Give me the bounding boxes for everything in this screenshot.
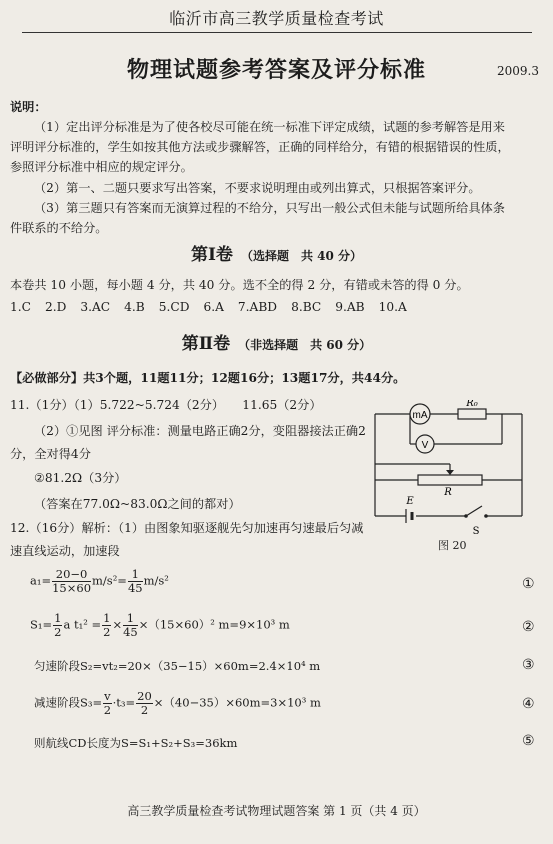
answer-item: 9.AB — [335, 300, 365, 314]
answer-item: 3.AC — [80, 300, 111, 314]
figure-caption: 图 20 — [438, 539, 467, 552]
answer-item: 1.C — [10, 300, 31, 314]
part-2-heading — [0, 329, 553, 354]
part-1-heading — [0, 240, 553, 265]
note-1-line-1: （1）定出评分标准是为了使各校尽可能在统一标准下评定成绩，试题的参考解答是用来 — [34, 120, 505, 134]
note-2: （2）第一、二题只要求写出答案，不要求说明理由或列出算式，只根据答案评分。 — [34, 181, 481, 195]
note-3-line-2: 件联系的不给分。 — [10, 221, 108, 235]
part-1-title: 第Ⅰ卷 — [190, 245, 233, 265]
switch-pivot — [464, 514, 468, 518]
equation-4: 减速阶段S₃= $\frac{v}{2}$ ·t₃= $\frac{20}{2}$ ×（40−35）×60m=3×10³ m — [34, 689, 321, 717]
equation-1: a₁= $\frac{20-0}{15\times 60}$ m/s²= $\frac{1}{45}$ m/s² — [30, 567, 169, 595]
page-footer: 高三教学质量检查考试物理试题答案 第 1 页（共 4 页） — [127, 804, 426, 818]
q12-line-1: 12.（16分）解析：（1）由图象知驱逐舰先匀加速再匀速最后匀减 — [10, 521, 364, 535]
answer-item: 7.ABD — [237, 300, 278, 314]
answer-item: 10.A — [378, 300, 407, 314]
document-date: 2009.3 — [497, 64, 539, 78]
equation-5-number: ⑤ — [522, 733, 535, 749]
equation-5: 则航线CD长度为S=S₁+S₂+S₃=36km — [34, 736, 238, 750]
header-rule — [22, 32, 532, 33]
answer-item: 4.B — [124, 300, 145, 314]
part-1-subtitle: （选择题 共 40 分） — [240, 249, 362, 263]
part-1-description: 本卷共 10 小题，每小题 4 分，共 40 分。选不全的得 2 分，有错或未答的得 0 分。 — [10, 278, 469, 292]
q11-line-3: 分，全对得4分 — [10, 447, 91, 461]
equation-3: 匀速阶段S₂=vt₂=20×（35−15）×60m=2.4×10⁴ m — [34, 659, 321, 673]
ammeter-label: mA — [412, 410, 428, 421]
q12-line-2: 速直线运动，加速段 — [10, 544, 120, 558]
switch-label: S — [472, 526, 480, 537]
circuit-diagram — [370, 400, 530, 550]
voltmeter-label: V — [421, 440, 429, 451]
answer-item: 2.D — [44, 300, 67, 314]
note-1-line-2: 评明评分标准的，学生如按其他方法或步骤解答，正确的同样给分，有错的根据错误的性质， — [10, 140, 510, 154]
answer-item: 8.BC — [291, 300, 322, 314]
r0-label: R₀ — [466, 400, 478, 409]
exam-header: 临沂市高三教学质量检查考试 — [169, 9, 384, 28]
equation-4-number: ④ — [522, 696, 535, 712]
switch-contact — [484, 514, 488, 518]
q11-line-4: ②81.2Ω（3分） — [34, 471, 127, 485]
equation-1-number: ① — [522, 576, 535, 592]
note-3-line-1: （3）第三题只有答案而无演算过程的不给分，只写出一般公式但未能与试题所给具体条 — [34, 201, 505, 215]
notes-heading: 说明： — [10, 100, 47, 114]
part-1-answer-row — [10, 300, 421, 314]
r0-resistor — [458, 409, 486, 419]
q11-line-5: （答案在77.0Ω~83.0Ω之间的都对） — [34, 497, 241, 511]
equation-2: S₁= $\frac{1}{2}$ a t₁² = $\frac{1}{2}$ × $\frac{1}{45}$ ×（15×60）² m=9×10³ m — [30, 611, 290, 639]
emf-label: E — [406, 496, 414, 507]
rheostat-label: R — [444, 487, 452, 498]
document-title: 物理试题参考答案及评分标准 — [126, 57, 426, 83]
q11-line-2: （2）①见图 评分标准：测量电路正确2分，变阻器接法正确2 — [34, 424, 366, 438]
note-1-line-3: 参照评分标准中相应的规定评分。 — [10, 160, 193, 174]
part-2-title: 第Ⅱ卷 — [181, 334, 231, 354]
part-2-subtitle: （非选择题 共 60 分） — [238, 338, 372, 352]
equation-2-number: ② — [522, 619, 535, 635]
answer-item: 5.CD — [158, 300, 190, 314]
rheostat — [418, 475, 482, 485]
equation-3-number: ③ — [522, 657, 535, 673]
slider-arrow — [446, 470, 454, 475]
q11-line-1: 11.（1分）（1）5.722~5.724（2分） 11.65（2分） — [10, 398, 322, 412]
answer-item: 6.A — [203, 300, 224, 314]
required-section-note: 【必做部分】共3个题，11题11分；12题16分；13题17分，共44分。 — [10, 371, 406, 385]
